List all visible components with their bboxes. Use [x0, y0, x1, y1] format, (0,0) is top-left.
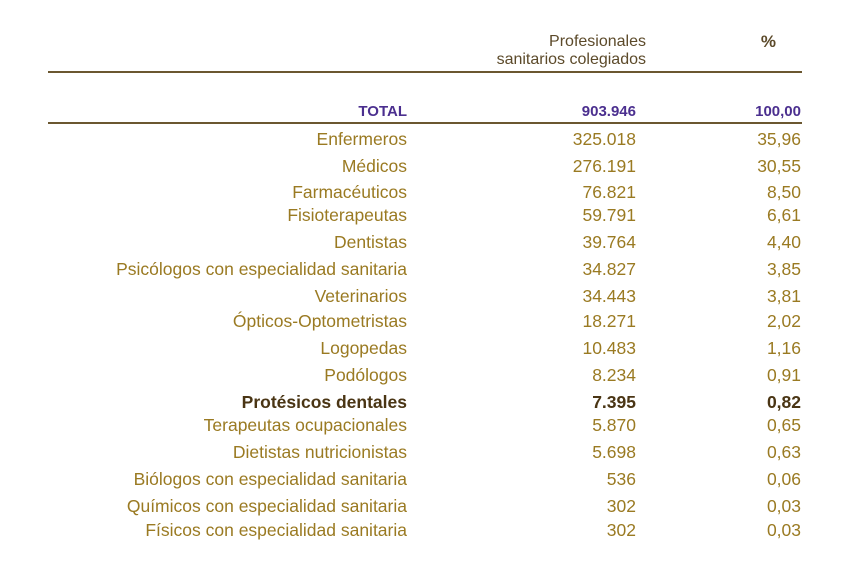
total-pct: 100,00 [755, 103, 801, 120]
row-value: 536 [606, 469, 636, 489]
row-pct: 0,65 [766, 415, 801, 435]
table-row-highlighted [0, 392, 858, 414]
table-row [0, 205, 858, 227]
row-pct: 0,03 [766, 520, 801, 540]
header-percent: % [760, 32, 776, 51]
total-value: 903.946 [581, 103, 636, 120]
row-label: Médicos [341, 156, 407, 176]
table-row [0, 156, 858, 178]
row-pct: 3,85 [766, 259, 801, 279]
row-pct: 0,03 [766, 496, 801, 516]
row-label: Podólogos [324, 365, 407, 385]
row-value: 302 [606, 520, 636, 540]
row-value: 10.483 [582, 338, 636, 358]
table-row [0, 182, 858, 204]
row-value: 5.698 [592, 442, 636, 462]
row-label: Protésicos dentales [241, 392, 407, 412]
row-value: 76.821 [582, 182, 636, 202]
table-row [0, 338, 858, 360]
table-row [0, 129, 858, 151]
row-label: Biólogos con especialidad sanitaria [133, 469, 407, 489]
row-pct: 0,82 [766, 392, 801, 412]
row-label: Psicólogos con especialidad sanitaria [116, 259, 407, 279]
row-label: Enfermeros [316, 129, 407, 149]
row-value: 34.827 [582, 259, 636, 279]
header-professionals [386, 33, 646, 69]
row-pct: 0,91 [766, 365, 801, 385]
row-value: 39.764 [582, 232, 636, 252]
table-row [0, 496, 858, 518]
table-row [0, 469, 858, 491]
total-row [0, 103, 858, 121]
row-label: Físicos con especialidad sanitaria [145, 520, 407, 540]
row-label: Químicos con especialidad sanitaria [126, 496, 407, 516]
row-label: Dentistas [334, 232, 407, 252]
row-label: Fisioterapeutas [287, 205, 407, 225]
row-label: Dietistas nutricionistas [232, 442, 407, 462]
row-value: 7.395 [592, 392, 636, 412]
total-label: TOTAL [358, 103, 407, 120]
row-pct: 4,40 [766, 232, 801, 252]
table-row [0, 365, 858, 387]
row-pct: 6,61 [766, 205, 801, 225]
table-row [0, 520, 858, 542]
row-value: 5.870 [592, 415, 636, 435]
row-value: 34.443 [582, 286, 636, 306]
header-professionals-line2: sanitarios colegiados [496, 51, 646, 68]
header-professionals-line1: Profesionales [549, 33, 646, 50]
row-label: Farmacéuticos [292, 182, 407, 202]
row-pct: 1,16 [766, 338, 801, 358]
table-row [0, 311, 858, 333]
row-label: Terapeutas ocupacionales [203, 415, 407, 435]
row-pct: 8,50 [766, 182, 801, 202]
row-pct: 0,63 [766, 442, 801, 462]
row-pct: 0,06 [766, 469, 801, 489]
row-value: 59.791 [582, 205, 636, 225]
table-row [0, 415, 858, 437]
row-value: 325.018 [572, 129, 636, 149]
table-row [0, 232, 858, 254]
row-label: Logopedas [320, 338, 407, 358]
table-row [0, 259, 858, 281]
row-pct: 35,96 [757, 129, 801, 149]
row-pct: 2,02 [766, 311, 801, 331]
row-value: 276.191 [572, 156, 636, 176]
header-rule [48, 71, 802, 73]
table-row [0, 442, 858, 464]
row-pct: 30,55 [757, 156, 801, 176]
row-label: Veterinarios [314, 286, 407, 306]
row-value: 8.234 [592, 365, 636, 385]
total-rule [48, 122, 802, 124]
table-row [0, 286, 858, 308]
row-label: Ópticos-Optometristas [232, 311, 407, 331]
row-value: 18.271 [582, 311, 636, 331]
row-pct: 3,81 [766, 286, 801, 306]
row-value: 302 [606, 496, 636, 516]
